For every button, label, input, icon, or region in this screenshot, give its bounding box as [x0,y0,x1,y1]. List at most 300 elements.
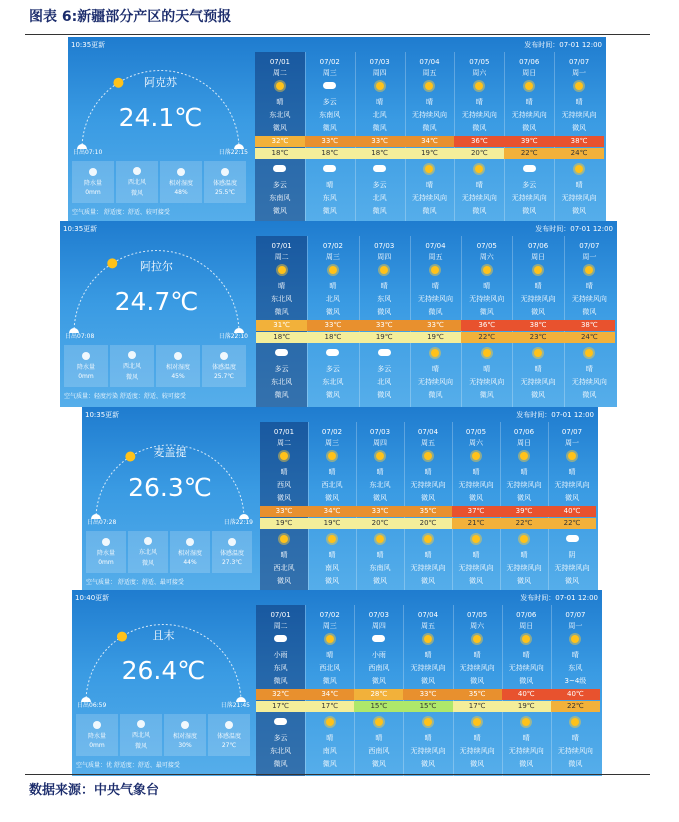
clear-night-icon [522,718,530,726]
forecast-date: 07/05 [476,242,497,250]
day-weather: 晴 [520,468,528,476]
forecast-day-column[interactable] [305,52,355,223]
clear-night-icon [483,349,491,357]
clear-night-icon [424,535,432,543]
night-wind-strength: 微风 [420,760,435,768]
clear-night-icon [328,535,336,543]
day-wind-direction: 无持续风向 [410,481,446,489]
forecast-date: 07/03 [374,242,395,250]
high-temperature: 40℃ [548,506,596,517]
raindrop-icon [93,721,101,729]
stat-label: 降水量 [83,180,102,187]
night-wind-direction: 无持续风向 [459,747,495,755]
day-wind-direction: 无持续风向 [506,481,542,489]
cloudy-night-icon [373,165,386,172]
stat-label: 体感温度 [219,550,244,557]
night-wind-strength: 微风 [470,760,485,768]
forecast-day-column[interactable] [356,422,404,593]
high-temperature: 33℃ [307,320,358,331]
stat-value: 44% [183,559,197,566]
day-wind-strength: 微风 [273,677,288,685]
forecast-day-column[interactable] [308,422,356,593]
forecast-date: 07/04 [417,611,439,619]
forecast-date: 07/01 [270,611,291,619]
high-temperature: 33℃ [356,506,404,517]
current-conditions [72,590,255,776]
forecast-date: 07/04 [419,58,440,66]
day-weather: 晴 [575,98,583,106]
forecast-day-column[interactable] [454,52,504,223]
forecast-grid [256,236,615,407]
day-wind-strength: 微风 [322,124,337,132]
forecast-day-column[interactable] [256,605,305,776]
thermometer-icon [228,538,236,546]
night-weather: 晴 [431,365,439,373]
forecast-day-column[interactable] [255,52,305,223]
day-weather: 小雨 [273,651,288,659]
day-wind-strength: 微风 [517,494,531,502]
day-weather: 晴 [326,651,334,659]
forecast-day-column[interactable] [502,605,551,776]
humidity-icon [186,538,194,546]
forecast-weekday: 周五 [420,622,435,630]
forecast-day-column[interactable] [410,236,461,407]
high-temperature: 40℃ [551,689,600,700]
sunny-icon [472,452,480,460]
day-weather: 晴 [568,468,576,476]
stat-tile [212,531,252,573]
day-wind-strength: 微风 [277,494,291,502]
forecast-day-column[interactable] [551,605,600,776]
day-wind-direction: 东风 [377,295,392,303]
night-wind-direction: 无持续风向 [561,194,597,202]
wind-icon [144,537,152,545]
cloudy-icon [274,635,287,642]
day-wind-strength: 微风 [325,308,340,316]
sunny-icon [534,266,542,274]
night-weather: 晴 [328,551,336,559]
forecast-date: 07/05 [467,611,488,619]
day-wind-direction: 东风 [273,664,288,672]
forecast-date: 07/04 [417,428,439,436]
sunrise-time: 日出06:59 [77,702,107,709]
forecast-day-column[interactable] [359,236,410,407]
stat-tile [116,161,158,203]
day-wind-strength: 微风 [519,677,534,685]
day-wind-direction: 无持续风向 [458,481,494,489]
high-temperature: 28℃ [354,689,403,700]
night-wind-direction: 东北风 [322,378,344,386]
forecast-day-column[interactable] [403,605,452,776]
night-weather: 晴 [376,551,384,559]
stat-label: 西北风 [122,363,141,370]
day-weather: 晴 [328,468,336,476]
figure-title: 图表 6:新疆部分产区的天气预报 [29,9,232,25]
low-temperature: 24℃ [554,148,604,159]
low-temperature: 19℃ [502,701,551,712]
low-temperature: 20℃ [454,148,504,159]
cloudy-night-icon [566,535,579,542]
stat-label: 体感温度 [211,364,236,371]
stat-tile [208,714,250,756]
night-weather: 多云 [272,181,287,189]
day-weather: 晴 [585,282,593,290]
sunny-icon [425,82,433,90]
forecast-date: 07/07 [568,58,590,66]
night-wind-strength: 微风 [565,577,579,585]
high-temperature: 33℃ [410,320,461,331]
high-temperature: 36℃ [454,136,504,147]
cloudy-night-icon [274,718,287,725]
day-wind-direction: 西风 [277,481,291,489]
sunrise-time: 日出07:10 [73,149,103,156]
stat-value: 25.5℃ [214,189,236,196]
publish-time: 发布时间：07-01 12:00 [520,594,598,602]
forecast-day-column[interactable] [453,605,502,776]
sun-path-arc [82,407,258,527]
sunny-icon [276,82,284,90]
day-wind-strength: 微风 [272,124,287,132]
high-temperature: 34℃ [405,136,455,147]
forecast-day-column[interactable] [405,52,455,223]
update-time: 10:35更新 [63,225,98,233]
high-temperature: 33℃ [355,136,405,147]
forecast-weekday: 周二 [277,439,291,447]
clear-night-icon [475,165,483,173]
high-temperature: 33℃ [305,136,355,147]
forecast-day-column[interactable] [564,236,615,407]
low-temperature: 22℃ [551,701,600,712]
stat-label: 西北风 [131,732,150,739]
day-wind-strength: 3~4级 [564,677,587,685]
day-wind-direction: 西北风 [321,481,343,489]
night-weather: 多云 [377,365,392,373]
day-wind-direction: 无持续风向 [469,295,505,303]
low-temperature: 20℃ [356,518,404,529]
forecast-weekday: 周五 [421,439,435,447]
night-wind-direction: 东北风 [271,378,293,386]
high-temperature: 32℃ [255,136,305,147]
day-wind-strength: 微风 [421,494,435,502]
day-weather: 晴 [571,651,579,659]
night-wind-strength: 微风 [371,760,386,768]
day-weather: 晴 [280,468,288,476]
night-wind-direction: 北风 [377,378,392,386]
forecast-weekday: 周日 [517,439,531,447]
night-wind-direction: 无持续风向 [469,378,505,386]
sunny-icon [473,635,481,643]
night-wind-strength: 微风 [372,207,387,215]
high-temperature: 33℃ [260,506,308,517]
forecast-grid [260,422,596,593]
forecast-weekday: 周四 [372,69,387,77]
forecast-grid [256,605,600,776]
day-wind-direction: 无持续风向 [561,111,597,119]
low-temperature: 23℃ [512,332,563,343]
stat-value: 0mm [89,742,105,749]
thermometer-icon [220,352,228,360]
clear-night-icon [431,349,439,357]
forecast-date: 07/02 [322,242,344,250]
day-wind-direction: 无持续风向 [511,111,547,119]
day-wind-strength: 微风 [572,124,587,132]
high-temperature: 34℃ [305,689,354,700]
raindrop-icon [102,538,110,546]
stat-label: 体感温度 [216,733,241,740]
current-temperature: 24.1℃ [118,103,203,132]
update-time: 10:35更新 [71,41,106,49]
day-wind-direction: 无持续风向 [417,295,453,303]
day-wind-direction: 无持续风向 [571,295,607,303]
night-wind-strength: 微风 [277,577,291,585]
day-wind-strength: 微风 [469,494,483,502]
low-temperature: 22℃ [504,148,554,159]
forecast-day-column[interactable] [355,52,405,223]
night-weather: 晴 [571,734,579,742]
sunny-icon [424,635,432,643]
forecast-day-column[interactable] [354,605,403,776]
forecast-day-column[interactable] [554,52,604,223]
stat-label: 降水量 [76,364,95,371]
forecast-day-column[interactable] [500,422,548,593]
high-temperature: 35℃ [453,689,502,700]
comfort-footer: 空气质量： 舒适度：舒适、最可接受 [86,579,184,586]
night-wind-direction: 无持续风向 [506,564,542,572]
forecast-weekday: 周六 [472,69,487,77]
night-weather: 晴 [475,181,483,189]
forecast-weekday: 周二 [274,253,289,261]
high-temperature: 32℃ [256,689,305,700]
night-weather: 晴 [585,365,593,373]
source-rule [25,774,650,775]
day-weather: 晴 [380,282,388,290]
night-wind-direction: 无持续风向 [511,194,547,202]
night-wind-strength: 微风 [322,760,337,768]
stat-tile [204,161,246,203]
forecast-day-column[interactable] [452,422,500,593]
high-temperature: 39℃ [500,506,548,517]
high-temperature: 33℃ [403,689,452,700]
night-weather: 晴 [534,365,542,373]
stat-label: 西北风 [127,179,146,186]
update-time: 10:40更新 [75,594,110,602]
night-wind-strength: 微风 [274,391,289,399]
forecast-weekday: 周五 [422,69,437,77]
source-note: 数据来源：中央气象台 [29,783,160,798]
forecast-day-column[interactable] [404,422,452,593]
forecast-date: 07/05 [465,428,487,436]
low-temperature: 18℃ [305,148,355,159]
night-weather: 晴 [375,734,383,742]
day-wind-direction: 无持续风向 [508,664,544,672]
cloudy-night-icon [275,349,288,356]
night-weather: 晴 [483,365,491,373]
sunny-icon [376,82,384,90]
day-wind-direction: 无持续风向 [520,295,556,303]
night-wind-direction: 东风 [322,194,337,202]
high-temperature: 38℃ [564,320,615,331]
city-name: 麦盖提 [153,446,187,459]
day-wind-direction: 无持续风向 [459,664,495,672]
day-weather: 晴 [472,468,480,476]
night-wind-direction: 无持续风向 [554,564,590,572]
forecast-date: 07/03 [369,428,391,436]
forecast-day-column[interactable] [307,236,358,407]
forecast-weekday: 周二 [273,622,288,630]
low-temperature: 22℃ [548,518,596,529]
day-weather: 晴 [522,651,530,659]
current-conditions [60,221,253,407]
night-wind-strength: 微风 [325,577,339,585]
night-weather: 晴 [472,551,480,559]
night-wind-direction: 无持续风向 [411,194,447,202]
stat-tile [72,161,114,203]
sun-path-arc [60,221,253,341]
sunny-icon [522,635,530,643]
forecast-date: 07/06 [527,242,549,250]
low-temperature: 18℃ [256,332,307,343]
sunny-icon [475,82,483,90]
clear-night-icon [585,349,593,357]
high-temperature: 34℃ [308,506,356,517]
low-temperature: 17℃ [305,701,354,712]
day-wind-strength: 微风 [420,677,435,685]
forecast-day-column[interactable] [504,52,554,223]
day-weather: 晴 [473,651,481,659]
stat-tile [86,531,126,573]
night-weather: 晴 [520,551,528,559]
night-wind-direction: 无持续风向 [571,378,607,386]
day-weather: 晴 [525,98,533,106]
stat-value: 0mm [85,189,101,196]
clear-night-icon [425,165,433,173]
sunny-icon [571,635,579,643]
forecast-date: 07/03 [369,58,390,66]
stat-tile [110,345,154,387]
humidity-icon [177,168,185,176]
night-wind-strength: 微风 [377,391,392,399]
cloudy-icon [372,635,385,642]
current-temperature: 24.7℃ [114,287,199,316]
night-wind-strength: 微风 [325,391,340,399]
raindrop-icon [89,168,97,176]
day-wind-direction: 东南风 [319,111,341,119]
forecast-date: 07/01 [269,58,291,66]
wind-icon [133,167,141,175]
forecast-date: 07/07 [561,428,583,436]
day-wind-strength: 微风 [582,308,597,316]
clear-night-icon [375,718,383,726]
day-weather: 晴 [483,282,491,290]
day-wind-strength: 微风 [377,308,392,316]
sunny-icon [520,452,528,460]
stat-label: 降水量 [96,550,115,557]
sunset-time: 日落22:19 [223,519,253,526]
city-name: 且末 [152,629,175,642]
forecast-weekday: 周日 [522,69,537,77]
clear-night-icon [575,165,583,173]
weather-panel [82,407,598,593]
stat-label: 体感温度 [212,180,237,187]
low-temperature: 24℃ [564,332,615,343]
sunny-icon [525,82,533,90]
forecast-weekday: 周一 [582,253,597,261]
forecast-weekday: 周日 [519,622,534,630]
stat-tile [128,531,168,573]
night-weather: 多云 [273,734,288,742]
day-wind-strength: 微风 [565,494,579,502]
night-wind-strength: 微风 [531,391,546,399]
day-wind-strength: 微风 [325,494,339,502]
cloudy-night-icon [326,349,339,356]
forecast-day-column[interactable] [512,236,563,407]
sunny-icon [424,452,432,460]
night-wind-strength: 微风 [568,760,583,768]
night-wind-direction: 南风 [322,747,337,755]
low-temperature: 20℃ [404,518,452,529]
current-conditions [68,37,253,223]
forecast-date: 07/07 [579,242,600,250]
forecast-weekday: 周三 [325,253,340,261]
night-weather: 晴 [425,181,433,189]
night-wind-strength: 微风 [517,577,531,585]
forecast-day-column[interactable] [256,236,307,407]
stat-value: 48% [174,189,188,196]
stat-value: 微风 [125,374,138,381]
forecast-day-column[interactable] [548,422,596,593]
humidity-icon [174,352,182,360]
low-temperature: 15℃ [403,701,452,712]
sunrise-time: 日出07:08 [65,333,95,340]
sunrise-time: 日出07:28 [87,519,117,526]
weather-panel [60,221,617,407]
humidity-icon [181,721,189,729]
publish-time: 发布时间：07-01 12:00 [535,225,613,233]
forecast-date: 07/01 [273,428,295,436]
forecast-day-column[interactable] [305,605,354,776]
sunset-time: 日落22:10 [218,333,248,340]
night-wind-direction: 无持续风向 [410,564,446,572]
night-wind-direction: 无持续风向 [520,378,556,386]
publish-time: 发布时间：07-01 12:00 [524,41,602,49]
stat-value: 45% [171,373,185,380]
night-wind-strength: 微风 [322,207,337,215]
forecast-date: 07/05 [469,58,490,66]
raindrop-icon [82,352,90,360]
forecast-weekday: 周日 [531,253,546,261]
stat-label: 东北风 [138,549,157,556]
forecast-weekday: 周一 [568,622,583,630]
night-weather: 晴 [522,734,530,742]
night-wind-direction: 南风 [325,564,339,572]
night-wind-strength: 微风 [422,207,437,215]
forecast-day-column[interactable] [461,236,512,407]
night-weather: 晴 [326,181,334,189]
night-weather: 晴 [424,734,432,742]
low-temperature: 15℃ [354,701,403,712]
weather-panel [68,37,606,223]
sunset-time: 日落21:45 [220,702,250,709]
night-wind-direction: 无持续风向 [557,747,593,755]
forecast-day-column[interactable] [260,422,308,593]
stat-label: 相对湿度 [177,550,202,557]
stat-value: 微风 [141,560,154,567]
night-wind-strength: 微风 [479,391,494,399]
day-wind-direction: 北风 [325,295,340,303]
low-temperature: 17℃ [256,701,305,712]
clear-night-icon [376,535,384,543]
stat-tiles [86,531,252,573]
